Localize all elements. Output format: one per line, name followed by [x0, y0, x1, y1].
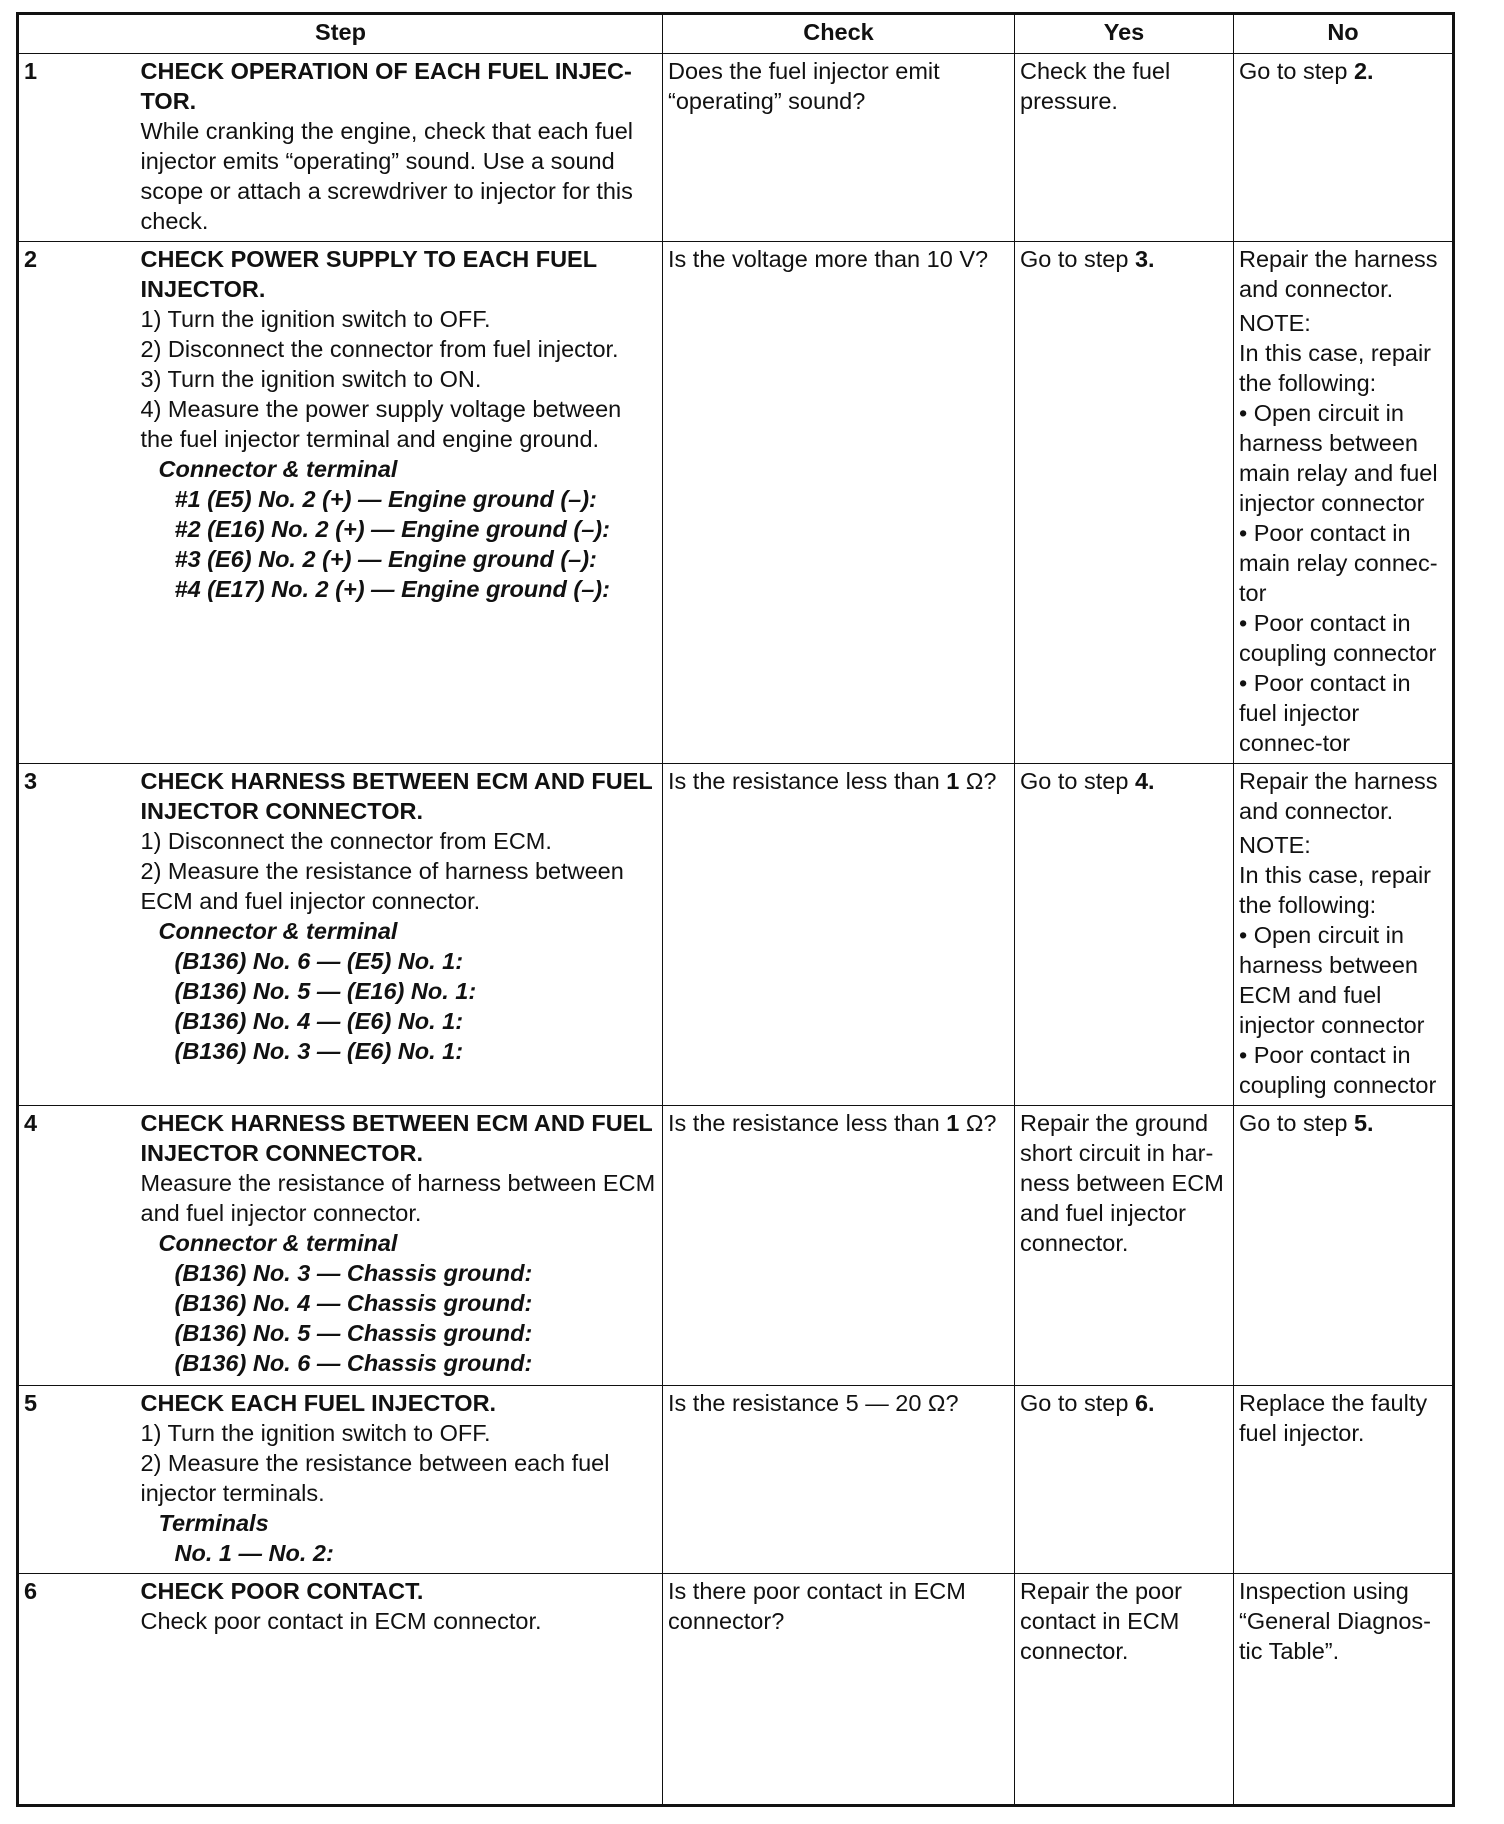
check-cell — [663, 764, 1015, 1106]
connector-terminal: #2 (E16) No. 2 (+) — Engine ground (–): — [174, 516, 610, 542]
check-unit: Ω? — [959, 1110, 997, 1136]
no-cell — [1234, 764, 1454, 1106]
step-text: Check poor contact in ECM connector. — [140, 1608, 542, 1634]
table-header — [18, 14, 1454, 54]
step-description — [136, 1386, 663, 1574]
yes-text: Go to step — [1020, 1390, 1135, 1416]
step-number: 5 — [18, 1386, 136, 1574]
terminal-pair: No. 1 — No. 2: — [174, 1540, 334, 1566]
header-yes: Yes — [1015, 14, 1234, 54]
step-reference: 3. — [1134, 246, 1155, 272]
step-reference: 5. — [1353, 1110, 1374, 1136]
step-description — [136, 1574, 663, 1806]
check-cell: Is the resistance 5 — 20 Ω? — [663, 1386, 1015, 1574]
note-label: NOTE: — [1239, 310, 1311, 336]
step-number: 6 — [18, 1574, 136, 1806]
note-item: • Poor contact in fuel injector connec-tor — [1239, 670, 1411, 756]
check-text: Is the resistance less than — [668, 768, 947, 794]
terminals-heading: Terminals — [158, 1510, 269, 1536]
step-title: CHECK EACH FUEL INJECTOR. — [140, 1390, 497, 1416]
step-title: CHECK POOR CONTACT. — [140, 1578, 424, 1604]
procedure-step: 3) Turn the ignition switch to ON. — [140, 366, 482, 392]
table-row — [18, 764, 1454, 1106]
procedure-step: 1) Disconnect the connector from ECM. — [140, 828, 552, 854]
note-item: • Open circuit in harness between ECM and fuel injector connector — [1239, 922, 1425, 1038]
procedure-step: 4) Measure the power supply voltage between the fuel injector terminal and engine ground. — [140, 396, 622, 452]
yes-text: Go to step — [1020, 246, 1135, 272]
check-value: 1 — [946, 1110, 960, 1136]
no-cell — [1234, 1106, 1454, 1386]
procedure-step: 1) Turn the ignition switch to OFF. — [140, 1420, 491, 1446]
no-text: Go to step — [1239, 1110, 1354, 1136]
header-no: No — [1234, 14, 1454, 54]
step-description — [136, 764, 663, 1106]
check-unit: Ω? — [959, 768, 997, 794]
step-description — [136, 1106, 663, 1386]
connector-terminal: (B136) No. 4 — Chassis ground: — [174, 1290, 533, 1316]
check-cell: Is there poor contact in ECM connector? — [663, 1574, 1015, 1806]
step-number: 4 — [18, 1106, 136, 1386]
step-number: 1 — [18, 54, 136, 242]
step-title: CHECK POWER SUPPLY TO EACH FUEL INJECTOR. — [140, 246, 597, 302]
note-item: • Poor contact in coupling connector — [1239, 1042, 1437, 1098]
connector-terminal: (B136) No. 5 — (E16) No. 1: — [174, 978, 477, 1004]
table-row — [18, 1574, 1454, 1806]
yes-cell — [1015, 242, 1234, 764]
note-item: • Open circuit in harness between main relay and fuel injector connector — [1239, 400, 1438, 516]
no-cell — [1234, 242, 1454, 764]
table-row — [18, 1106, 1454, 1386]
step-text: While cranking the engine, check that each fuel injector emits “operating” sound. Use a sound scope or attach a screwdriver to injector for this check. — [140, 118, 633, 234]
step-description — [136, 242, 663, 764]
connector-heading: Connector & terminal — [158, 456, 398, 482]
check-cell — [663, 1106, 1015, 1386]
step-reference: 4. — [1134, 768, 1155, 794]
connector-terminal: #3 (E6) No. 2 (+) — Engine ground (–): — [174, 546, 597, 572]
yes-cell: Check the fuel pressure. — [1015, 54, 1234, 242]
no-text: Go to step — [1239, 58, 1354, 84]
check-cell: Is the voltage more than 10 V? — [663, 242, 1015, 764]
no-cell: Inspection using “General Diagnos-tic Table”. — [1234, 1574, 1454, 1806]
connector-heading: Connector & terminal — [158, 1230, 398, 1256]
note-intro: In this case, repair the following: — [1239, 862, 1432, 918]
procedure-step: 2) Measure the resistance of harness between ECM and fuel injector connector. — [140, 858, 624, 914]
step-reference: 2. — [1353, 58, 1374, 84]
note-intro: In this case, repair the following: — [1239, 340, 1432, 396]
connector-heading: Connector & terminal — [158, 918, 398, 944]
connector-terminal: #4 (E17) No. 2 (+) — Engine ground (–): — [174, 576, 610, 602]
yes-cell: Repair the ground short circuit in har-ness between ECM and fuel injector connector. — [1015, 1106, 1234, 1386]
check-value: 1 — [946, 768, 960, 794]
step-title: CHECK HARNESS BETWEEN ECM AND FUEL INJECTOR CONNECTOR. — [140, 768, 653, 824]
diagnostic-table — [16, 12, 1455, 1807]
table-row — [18, 1386, 1454, 1574]
connector-terminal: (B136) No. 5 — Chassis ground: — [174, 1320, 533, 1346]
yes-text: Go to step — [1020, 768, 1135, 794]
step-number: 3 — [18, 764, 136, 1106]
connector-terminal: (B136) No. 6 — Chassis ground: — [174, 1350, 533, 1376]
procedure-step: 2) Disconnect the connector from fuel injector. — [140, 336, 619, 362]
step-number: 2 — [18, 242, 136, 764]
step-text: Measure the resistance of harness between ECM and fuel injector connector. — [140, 1170, 656, 1226]
note-label: NOTE: — [1239, 832, 1311, 858]
header-step: Step — [18, 14, 663, 54]
header-check: Check — [663, 14, 1015, 54]
note-item: • Poor contact in coupling connector — [1239, 610, 1437, 666]
connector-terminal: #1 (E5) No. 2 (+) — Engine ground (–): — [174, 486, 597, 512]
note-item: • Poor contact in main relay connec-tor — [1239, 520, 1438, 606]
table-row — [18, 54, 1454, 242]
connector-terminal: (B136) No. 6 — (E5) No. 1: — [174, 948, 464, 974]
header-row — [18, 14, 1454, 54]
check-cell: Does the fuel injector emit “operating” sound? — [663, 54, 1015, 242]
no-text: Repair the harness and connector. — [1239, 246, 1438, 302]
yes-cell: Repair the poor contact in ECM connector. — [1015, 1574, 1234, 1806]
connector-terminal: (B136) No. 3 — (E6) No. 1: — [174, 1038, 464, 1064]
yes-cell — [1015, 1386, 1234, 1574]
step-description — [136, 54, 663, 242]
step-title: CHECK OPERATION OF EACH FUEL INJEC-TOR. — [140, 58, 632, 114]
step-title: CHECK HARNESS BETWEEN ECM AND FUEL INJECTOR CONNECTOR. — [140, 1110, 653, 1166]
no-cell: Replace the faulty fuel injector. — [1234, 1386, 1454, 1574]
yes-cell — [1015, 764, 1234, 1106]
connector-terminal: (B136) No. 3 — Chassis ground: — [174, 1260, 533, 1286]
no-text: Repair the harness and connector. — [1239, 768, 1438, 824]
no-cell — [1234, 54, 1454, 242]
procedure-step: 1) Turn the ignition switch to OFF. — [140, 306, 491, 332]
step-reference: 6. — [1134, 1390, 1155, 1416]
check-text: Is the resistance less than — [668, 1110, 947, 1136]
table-row — [18, 242, 1454, 764]
connector-terminal: (B136) No. 4 — (E6) No. 1: — [174, 1008, 464, 1034]
procedure-step: 2) Measure the resistance between each fuel injector terminals. — [140, 1450, 610, 1506]
